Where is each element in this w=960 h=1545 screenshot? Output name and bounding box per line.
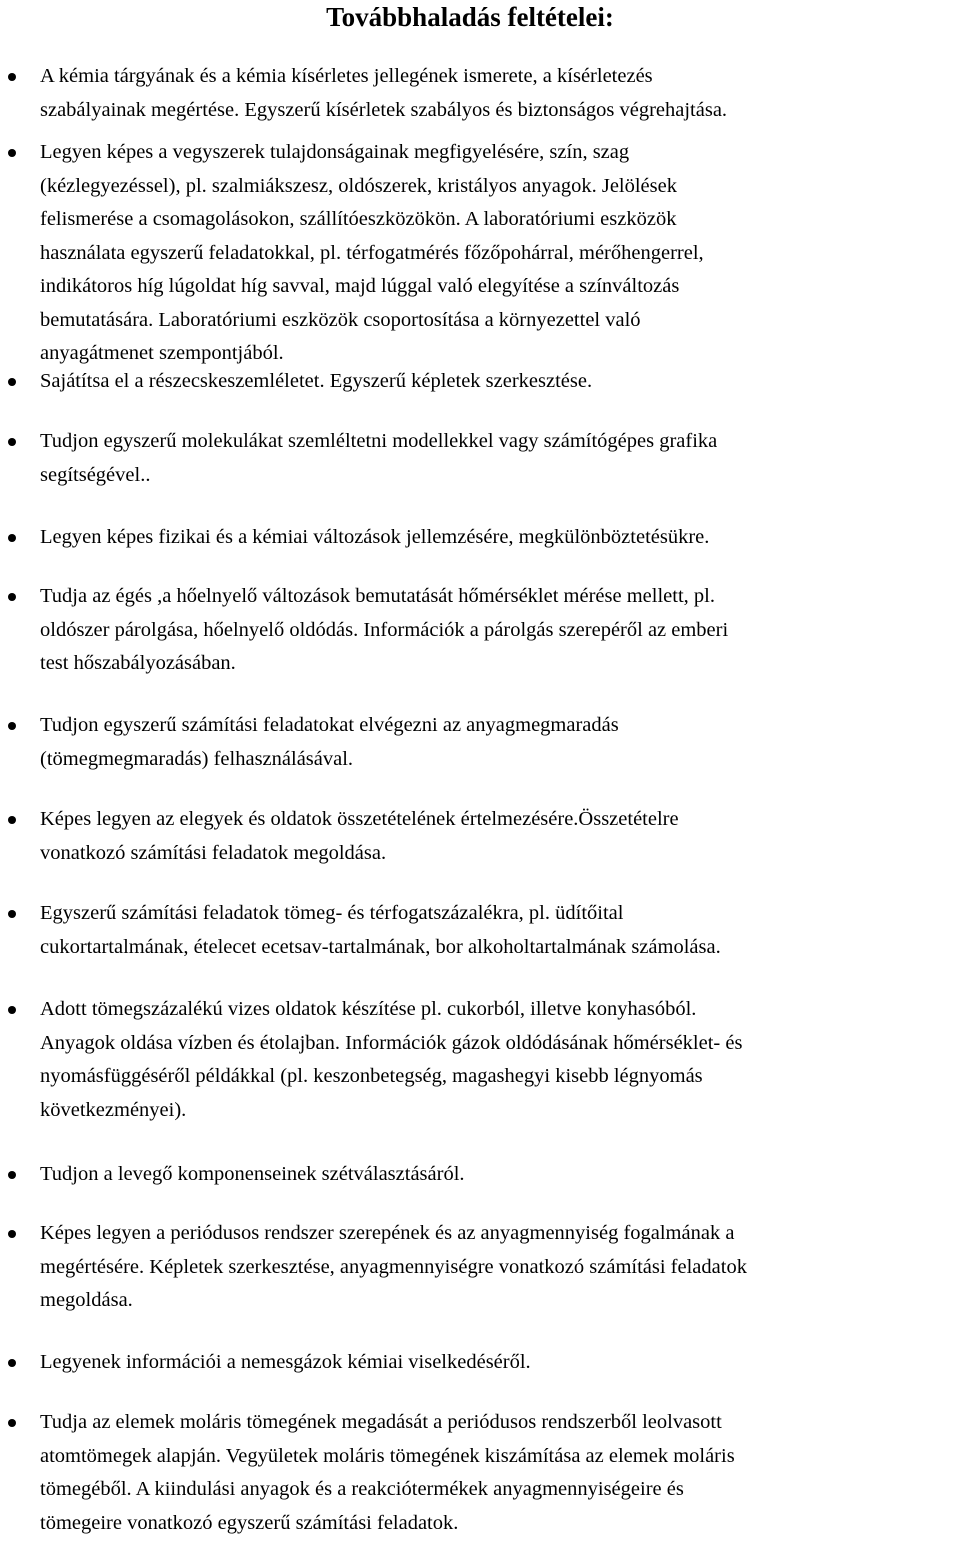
bullet-icon <box>8 534 16 542</box>
list-item-text: Képes legyen a periódusos rendszer szerepének és az anyagmennyiség fogalmának a megértésére. Képletek szerkesztése, anyagmennyiségre vonatkozó számítási feladatok megoldása. <box>40 1222 747 1311</box>
bullet-icon <box>8 1359 16 1367</box>
list-item-text: Tudjon egyszerű számítási feladatokat elvégezni az anyagmegmaradás (tömegmegmaradás) felhasználásával. <box>40 714 619 770</box>
bullet-icon <box>8 73 16 81</box>
bullet-icon <box>8 438 16 446</box>
list-item-text: Tudjon egyszerű molekulákat szemléltetni modellekkel vagy számítógépes grafika segítségével.. <box>40 430 718 486</box>
list-item-text: Sajátítsa el a részecskeszemléletet. Egyszerű képletek szerkesztése. <box>40 370 593 392</box>
bullet-icon <box>8 593 16 601</box>
bullet-icon <box>8 1171 16 1179</box>
bullet-icon <box>8 1230 16 1238</box>
bullet-icon <box>8 816 16 824</box>
list-item-text: Legyenek információi a nemesgázok kémiai viselkedéséről. <box>40 1351 531 1373</box>
bullet-icon <box>8 378 16 386</box>
bullet-icon <box>8 910 16 918</box>
list-item-text: Tudja az égés ,a hőelnyelő változások bemutatását hőmérséklet mérése mellett, pl. oldószer párolgása, hőelnyelő oldódás. Információk a párolgás szerepéről az emberi test hőszabályozásában. <box>40 585 729 674</box>
bullet-icon <box>8 1006 16 1014</box>
page-title: Továbbhaladás feltételei: <box>326 2 614 32</box>
list-item-text: Képes legyen az elegyek és oldatok összetételének értelmezésére.Összetételre vonatkozó számítási feladatok megoldása. <box>40 808 679 864</box>
list-item-text: Legyen képes a vegyszerek tulajdonságainak megfigyelésére, szín, szag (kézlegyezéssel), pl. szalmiákszesz, oldószerek, kristályos anyagok. Jelölések felismerése a csomagolásokon, szállítóeszközökön. A laboratóriumi eszközök használata egyszerű feladatokkal, pl. térfogatmérés főzőpohárral, mérőhengerrel, indikátoros híg lúgoldat híg savval, majd lúggal való elegyítése a színváltozás bemutatására. Laboratóriumi eszközök csoportosítása a környezettel való anyagátmenet szempontjából. <box>40 141 704 364</box>
bullet-icon <box>8 722 16 730</box>
list-item-text: Legyen képes fizikai és a kémiai változások jellemzésére, megkülönböztetésükre. <box>40 526 710 548</box>
list-item-text: Egyszerű számítási feladatok tömeg- és térfogatszázalékra, pl. üdítőital cukortartalmának, ételecet ecetsav-tartalmának, bor alkoholtartalmának számolása. <box>40 902 721 958</box>
list-item-text: Adott tömegszázalékú vizes oldatok készítése pl. cukorból, illetve konyhasóból. Anyagok oldása vízben és étolajban. Információk gázok oldódásának hőmérséklet- és nyomásfüggéséről példákkal (pl. keszonbetegség, magashegyi kisebb légnyomás következményei). <box>40 998 743 1121</box>
list-item-text: A kémia tárgyának és a kémia kísérletes jellegének ismerete, a kísérletezés szabályainak megértése. Egyszerű kísérletek szabályos és biztonságos végrehajtása. <box>40 65 728 121</box>
list-item-text: Tudja az elemek moláris tömegének megadását a periódusos rendszerből leolvasott atomtömegek alapján. Vegyületek moláris tömegének kiszámítása az elemek moláris tömegéből. A kiindulási anyagok és a reakciótermékek anyagmennyiségeire és tömegeire vonatkozó egyszerű számítási feladatok. <box>40 1411 735 1534</box>
bullet-icon <box>8 149 16 157</box>
bullet-icon <box>8 1419 16 1427</box>
list-item-text: Tudjon a levegő komponenseinek szétválasztásáról. <box>40 1163 465 1185</box>
